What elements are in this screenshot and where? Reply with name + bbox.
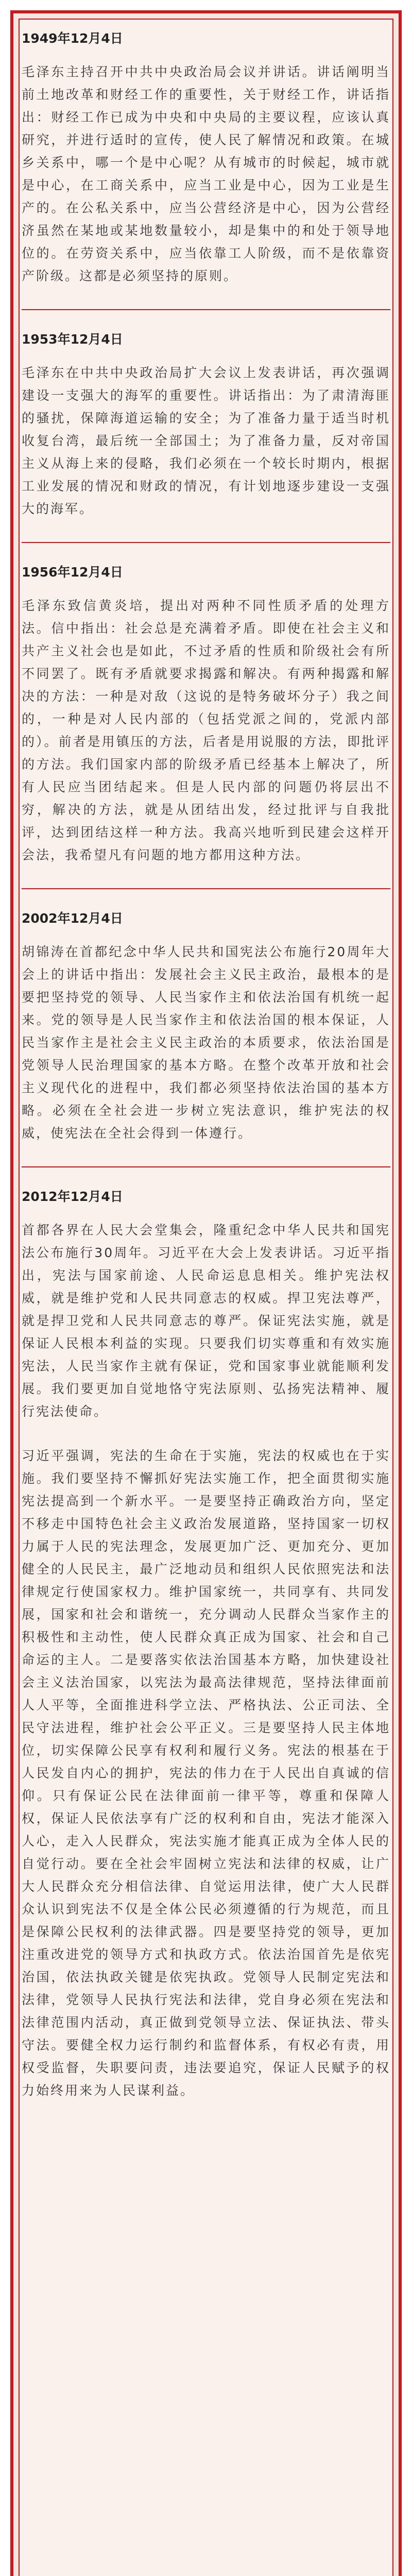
entry-2012-continued xyxy=(22,1445,390,2102)
article-content xyxy=(22,30,390,2102)
section-divider xyxy=(22,888,390,889)
entry-2002 xyxy=(22,910,390,1145)
entry-1949 xyxy=(22,30,390,287)
entry-1953 xyxy=(22,331,390,520)
entry-date: 2012年12月4日 xyxy=(22,1189,123,1204)
entry-date: 1956年12月4日 xyxy=(22,565,123,580)
entry-text: 胡锦涛在首都纪念中华人民共和国宪法公布施行20周年大会上的讲话中指出：发展社会主义民主政治，最根本的是要把坚持党的领导、人民当家作主和依法治国有机统一起来。党的领导是人民当家作主和依法治国的根本保证，人民当家作主是社会主义民主政治的本质要求，依法治国是党领导人民治理国家的基本方略。在整个改革开放和社会主义现代化的进程中，我们都必须坚持依法治国的基本方略。必须在全社会进一步树立宪法意识，维护宪法的权威，使宪法在全社会得到一体遵行。 xyxy=(22,944,390,1141)
section-divider xyxy=(22,542,390,543)
entry-text: 毛泽东在中共中央政治局扩大会议上发表讲话，再次强调建设一支强大的海军的重要性。讲话指出：为了肃清海匪的骚扰，保障海道运输的安全；为了准备力量于适当时机收复台湾，最后统一全部国土；为了准备力量，反对帝国主义从海上来的侵略，我们必须在一个较长时期内，根据工业发展的情况和财政的情况，有计划地逐步建设一支强大的海军。 xyxy=(22,365,390,516)
entry-date: 1949年12月4日 xyxy=(22,31,123,46)
entry-date: 1953年12月4日 xyxy=(22,332,123,347)
entry-text: 毛泽东主持召开中共中央政治局会议并讲话。讲话阐明当前土地改革和财经工作的重要性，关于财经工作，讲话指出：财经工作已成为中央和中央局的主要议程，应该认真研究，并进行适时的宣传，使人民了解情况和政策。在城乡关系中，哪一个是中心呢？从有城市的时候起，城市就是中心，在工商关系中，应当工业是中心，因为工业是生产的。在公私关系中，应当公营经济是中心，因为公营经济虽然在某地或某地数量较小，却是集中的和处于领导地位的。在劳资关系中，应当依靠工人阶级，而不是依靠资产阶级。这都是必须坚持的原则。 xyxy=(22,64,390,283)
section-divider xyxy=(22,309,390,310)
section-divider xyxy=(22,1166,390,1167)
entry-text: 毛泽东致信黄炎培，提出对两种不同性质矛盾的处理方法。信中指出：社会总是充满着矛盾。即使在社会主义和共产主义社会也是如此，不过矛盾的性质和阶级社会有所不同罢了。既有矛盾就要求揭露和解决。有两种揭露和解决的方法：一种是对敌（这说的是特务破坏分子）我之间的，一种是对人民内部的（包括党派之间的，党派内部的）。前者是用镇压的方法，后者是用说服的方法，即批评的方法。我们国家内部的阶级矛盾已经基本上解决了，所有人民应当团结起来。但是人民内部的问题仍将层出不穷，解决的方法，就是从团结出发，经过批评与自我批评，达到团结这样一种方法。我高兴地听到民建会这样开会法，我希望凡有问题的地方都用这种方法。 xyxy=(22,598,390,862)
entry-text: 习近平强调，宪法的生命在于实施，宪法的权威也在于实施。我们要坚持不懈抓好宪法实施工作，把全面贯彻实施宪法提高到一个新水平。一是要坚持正确政治方向，坚定不移走中国特色社会主义政治发展道路，坚持国家一切权力属于人民的宪法理念，发展更加广泛、更加充分、更加健全的人民民主，最广泛地动员和组织人民依照宪法和法律规定行使国家权力。维护国家统一，共同享有、共同发展，国家和社会和谐统一，充分调动人民群众当家作主的积极性和主动性，使人民群众真正成为国家、社会和自己命运的主人。二是要落实依法治国基本方略，加快建设社会主义法治国家，以宪法为最高法律规范，坚持法律面前人人平等，全面推进科学立法、严格执法、公正司法、全民守法进程，维护社会公平正义。三是要坚持人民主体地位，切实保障公民享有权利和履行义务。宪法的根基在于人民发自内心的拥护，宪法的伟力在于人民出自真诚的信仰。只有保证公民在法律面前一律平等，尊重和保障人权，保证人民依法享有广泛的权利和自由，宪法才能深入人心，走入人民群众，宪法实施才能真正成为全体人民的自觉行动。要在全社会牢固树立宪法和法律的权威，让广大人民群众充分相信法律、自觉运用法律，使广大人民群众认识到宪法不仅是全体公民必须遵循的行为规范，而且是保障公民权利的法律武器。四是要坚持党的领导，更加注重改进党的领导方式和执政方式。依法治国首先是依宪治国，依法执政关键是依宪执政。党领导人民制定宪法和法律，党领导人民执行宪法和法律，党自身必须在宪法和法律范围内活动，真正做到党领导立法、保证执法、带头守法。要健全权力运行制约和监督体系，有权必有责，用权受监督，失职要问责，违法要追究，保证人民赋予的权力始终用来为人民谋利益。 xyxy=(22,1448,390,2098)
entry-text: 首都各界在人民大会堂集会，隆重纪念中华人民共和国宪法公布施行30周年。习近平在大会上发表讲话。习近平指出，宪法与国家前途、人民命运息息相关。维护宪法权威，就是维护党和人民共同意志的权威。捍卫宪法尊严，就是捍卫党和人民共同意志的尊严。保证宪法实施，就是保证人民根本利益的实现。只要我们切实尊重和有效实施宪法，人民当家作主就有保证，党和国家事业就能顺利发展。我们要更加自觉地恪守宪法原则、弘扬宪法精神、履行宪法使命。 xyxy=(22,1223,390,1419)
entry-date: 2002年12月4日 xyxy=(22,911,123,926)
entry-1956 xyxy=(22,564,390,867)
entry-2012 xyxy=(22,1188,390,1423)
paragraph-gap xyxy=(22,1423,390,1445)
